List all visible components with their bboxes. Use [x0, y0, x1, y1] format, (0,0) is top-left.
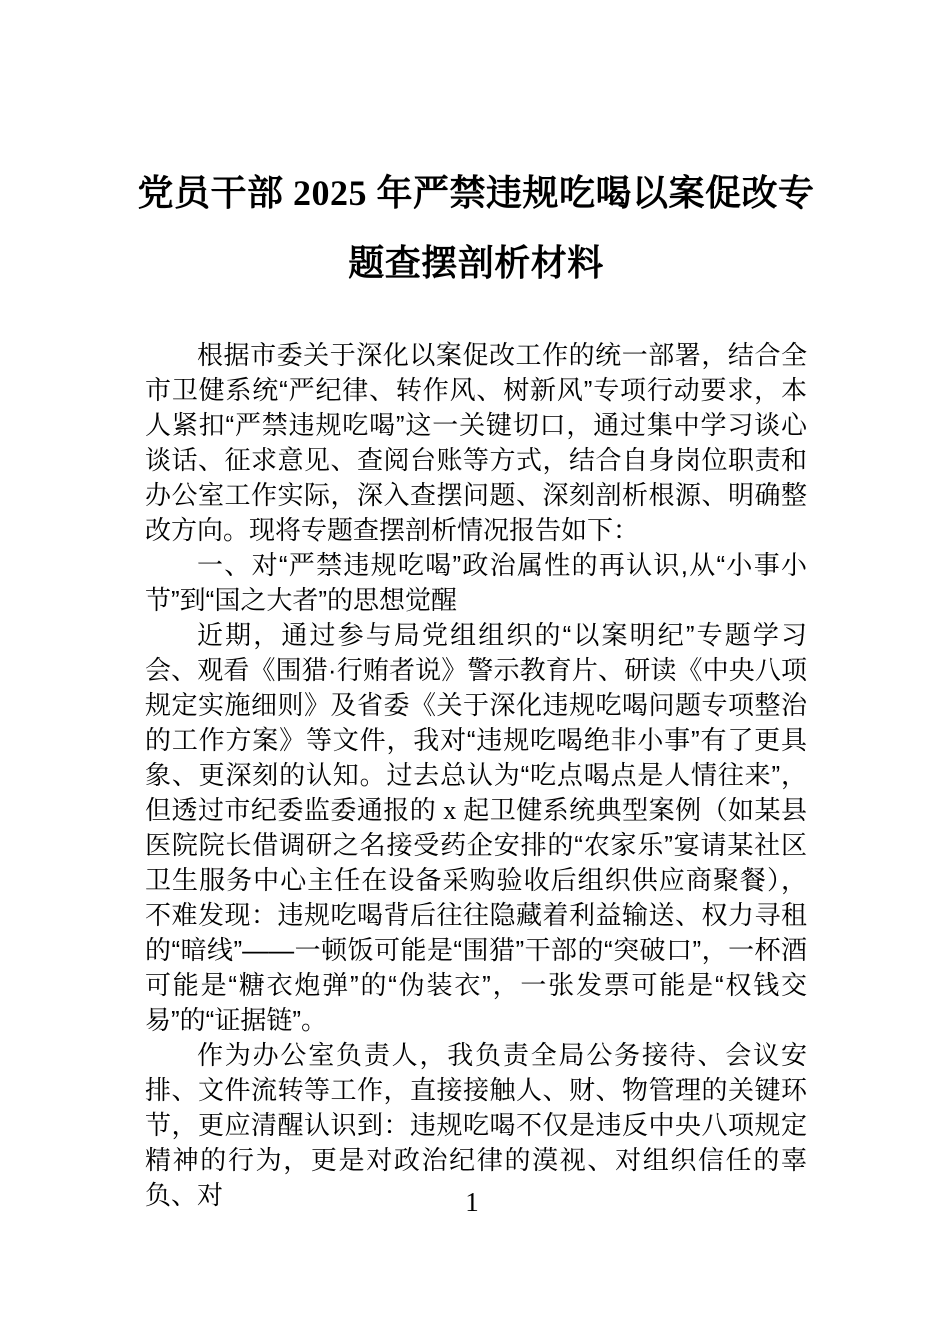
text-run: 起卫健系统典型案例（如某县医院院长借调研之名接受药企安排的“农家乐”宴请某社区卫生服务中心主任在设备采购验收后组织供应商聚餐），不难发现：违规吃喝背后往往隐藏着利益输送、权力寻租的“暗线”——一顿饭可能是“围猎”干部的“突破口”，一杯酒可能是“糖衣炮弹”的“伪装衣”，一张发票可能是“权钱交易”的“证据链”。: [145, 795, 807, 1035]
text-run: 年严禁违规吃喝以案促改专题查摆剖析材料: [348, 172, 815, 283]
text-run: 根据市委关于深化以案促改工作的统一部署，结合全市卫健系统“严纪律、转作风、树新风”专项行动要求，本人紧扣“严禁违规吃喝”这一关键切口，通过集中学习谈心谈话、征求意见、查阅台账等方式，结合自身岗位职责和办公室工作实际，深入查摆问题、深刻剖析根源、明确整改方向。现将专题查摆剖析情况报告如下：: [145, 340, 807, 545]
section-heading: [145, 548, 807, 618]
document-body: [145, 338, 807, 1213]
body-paragraph: [145, 618, 807, 1038]
document-title: [133, 158, 819, 298]
text-run: 作为办公室负责人，我负责全局公务接待、会议安排、文件流转等工作，直接接触人、财、物管理的关键环节，更应清醒认识到：违规吃喝不仅是违反中央八项规定精神的行为，更是对政治纪律的漠视、对组织信任的辜负、对: [145, 1040, 807, 1210]
latin-text-run: 2025: [283, 173, 377, 213]
page-number: 1: [465, 1187, 479, 1217]
latin-text-run: x: [436, 796, 464, 825]
body-paragraph: [145, 338, 807, 548]
text-run: 党员干部: [137, 172, 284, 213]
text-run: 一、对“严禁违规吃喝”政治属性的再认识,从“小事小节”到“国之大者”的思想觉醒: [145, 550, 807, 615]
text-run: 近期，通过参与局党组组织的“以案明纪”专题学习会、观看《围猎·行贿者说》警示教育片、研读《中央八项规定实施细则》及省委《关于深化违规吃喝问题专项整治的工作方案》等文件，我对“违规吃喝绝非小事”有了更具象、更深刻的认知。过去总认为“吃点喝点是人情往来”，但透过市纪委监委通报的: [145, 620, 807, 825]
